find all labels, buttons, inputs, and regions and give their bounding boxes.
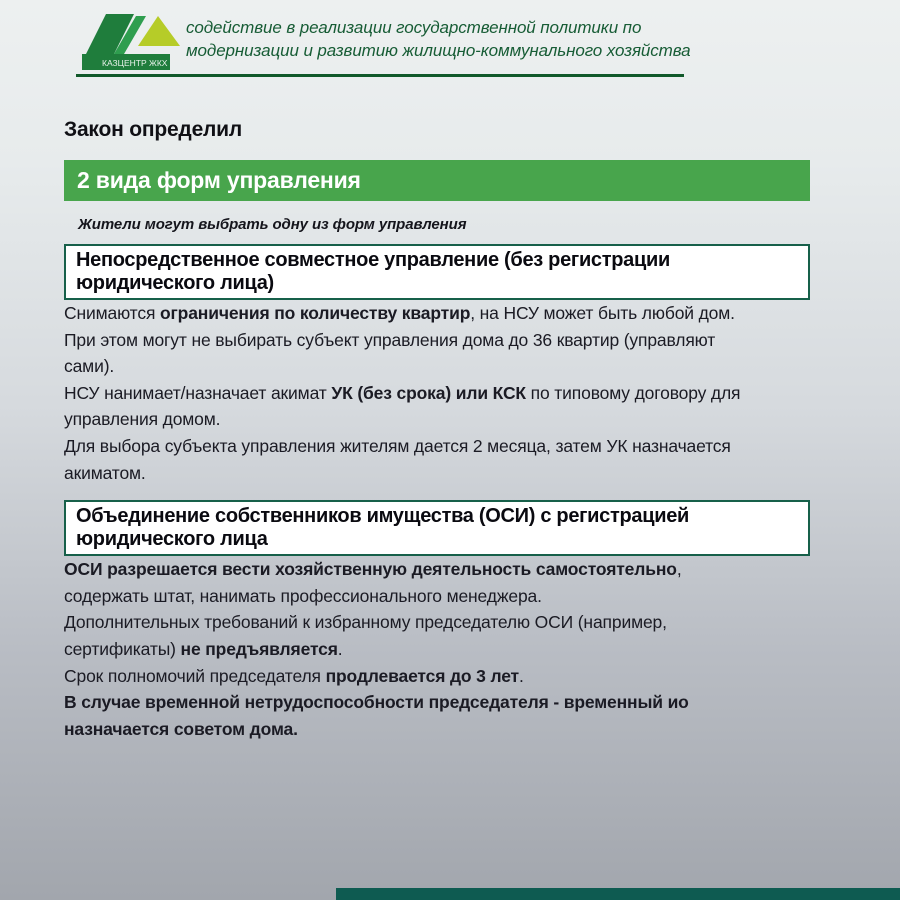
logo-shape-yellow-triangle bbox=[138, 16, 180, 46]
form-box-osi-title: Объединение собственников имущества (ОСИ) с регистрацией юридического лица bbox=[76, 505, 690, 551]
kazcenter-zhkh-logo bbox=[72, 6, 202, 76]
form-box-nsu-title: Непосредственное совместное управление (без регистрации юридического лица) bbox=[76, 249, 670, 294]
paragraph-nsu-1: Снимаются ограничения по количеству квартир, на НСУ может быть любой дом. При этом могут не выбирать субъект управления дома до 36 квартир (управляют сами). bbox=[64, 303, 735, 377]
paragraph-nsu-2: НСУ нанимает/назначает акимат УК (без срока) или КСК по типовому договору для управления домом. bbox=[64, 382, 741, 430]
subtitle: Жители могут выбрать одну из форм управления bbox=[78, 216, 467, 233]
paragraph-nsu-3: Для выбора субъекта управления жителям дается 2 месяца, затем УК назначается акиматом. bbox=[64, 435, 731, 483]
header-divider-line bbox=[76, 74, 684, 77]
form-box-osi bbox=[64, 500, 810, 556]
paragraph-osi-1: ОСИ разрешается вести хозяйственную деятельность самостоятельно, содержать штат, нанимать профессионального менеджера. bbox=[64, 559, 682, 606]
paragraph-osi-4: В случае временной нетрудоспособности председателя - временный ио назначается советом дома. bbox=[64, 692, 689, 739]
content bbox=[64, 118, 810, 742]
footer-accent-bar bbox=[336, 888, 900, 900]
forms-banner bbox=[64, 160, 810, 201]
form-box-nsu bbox=[64, 244, 810, 300]
paragraph-osi-2: Дополнительных требований к избранному председателю ОСИ (например, сертификаты) не предъявляется. bbox=[64, 612, 667, 659]
page-title: Закон определил bbox=[64, 118, 243, 141]
header-tagline: содействие в реализации государственной политики по модернизации и развитию жилищно-коммунального хозяйства bbox=[186, 18, 691, 60]
logo-text: КАЗЦЕНТР ЖКХ bbox=[102, 58, 168, 68]
paragraph-osi-3: Срок полномочий председателя продлевается до 3 лет. bbox=[64, 665, 524, 686]
forms-banner-label: 2 вида форм управления bbox=[77, 167, 361, 193]
